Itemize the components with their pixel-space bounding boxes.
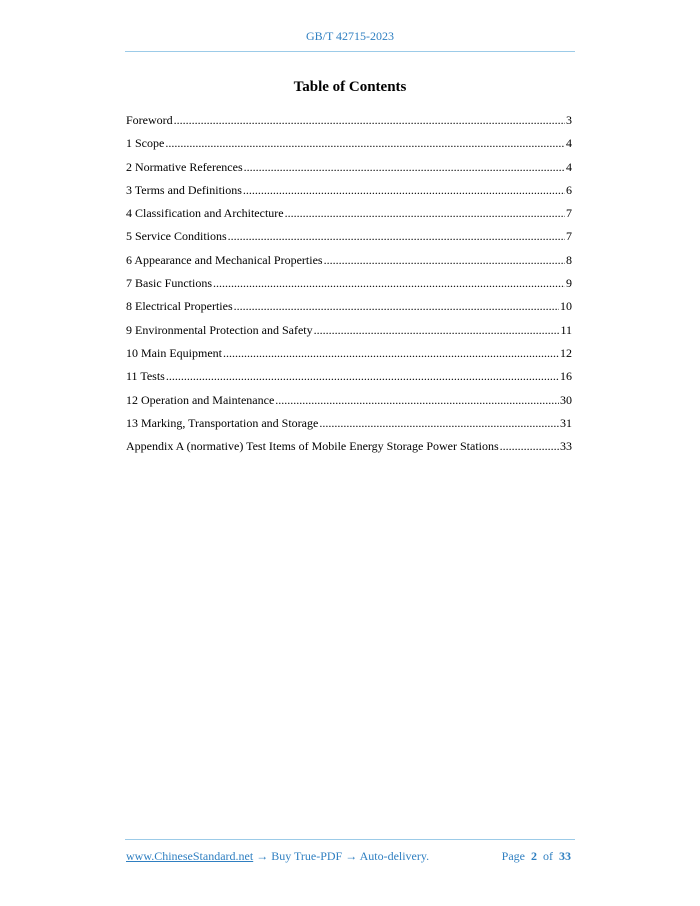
toc-entry-appendix-a[interactable]	[126, 439, 572, 462]
document-code-header: GB/T 42715-2023	[305, 29, 395, 43]
toc-entry-label: 13 Marking, Transportation and Storage	[126, 415, 319, 430]
toc-entry-label: 10 Main Equipment	[126, 345, 222, 360]
toc-entry-tests[interactable]	[126, 369, 572, 392]
toc-entry-label: 8 Electrical Properties	[126, 299, 233, 314]
toc-entry-page: 30	[560, 392, 572, 407]
toc-entry-page: 6	[566, 182, 572, 197]
dot-leader	[319, 416, 559, 430]
dot-leader	[324, 253, 565, 267]
toc-entry-page: 10	[560, 299, 572, 314]
toc-entry-page: 11	[560, 322, 572, 337]
toc-entry-classification-and-architecture[interactable]	[126, 206, 572, 229]
footer-divider	[125, 839, 575, 840]
toc-entry-foreword[interactable]	[126, 113, 572, 136]
toc-entry-page: 16	[560, 369, 572, 384]
page-indicator	[502, 849, 571, 864]
dot-leader	[174, 113, 565, 127]
header-divider	[125, 51, 575, 52]
dot-leader	[314, 323, 560, 337]
toc-entry-basic-functions[interactable]	[126, 276, 572, 299]
table-of-contents	[126, 113, 572, 462]
dot-leader	[228, 229, 565, 243]
toc-entry-service-conditions[interactable]	[126, 229, 572, 252]
toc-entry-label: 9 Environmental Protection and Safety	[126, 322, 313, 337]
toc-entry-label: 7 Basic Functions	[126, 276, 212, 291]
toc-entry-label: 5 Service Conditions	[126, 229, 227, 244]
page-word: Page	[501, 849, 525, 863]
toc-entry-marking-transportation-and-storage[interactable]	[126, 416, 572, 439]
dot-leader	[213, 276, 565, 290]
toc-entry-page: 8	[566, 252, 572, 267]
site-link[interactable]: www.ChineseStandard.net	[126, 849, 254, 863]
toc-entry-page: 7	[566, 229, 572, 244]
toc-entry-label: 2 Normative References	[126, 159, 243, 174]
toc-entry-label: 4 Classification and Architecture	[126, 206, 284, 221]
toc-entry-page: 3	[566, 113, 572, 127]
toc-entry-label: Foreword	[126, 113, 173, 127]
toc-entry-main-equipment[interactable]	[126, 346, 572, 369]
toc-entry-label: 12 Operation and Maintenance	[126, 392, 275, 407]
toc-entry-label: Appendix A (normative) Test Items of Mobile Energy Storage Power Stations	[126, 439, 499, 454]
toc-entry-page: 12	[560, 345, 572, 360]
dot-leader	[234, 299, 559, 313]
of-word: of	[543, 849, 553, 863]
toc-entry-page: 7	[566, 206, 572, 221]
dot-leader	[500, 439, 559, 453]
total-pages-number: 33	[559, 849, 571, 863]
footer-promo	[126, 849, 429, 864]
dot-leader	[285, 206, 565, 220]
toc-entry-scope[interactable]	[126, 136, 572, 159]
dot-leader	[243, 183, 565, 197]
current-page-number: 2	[531, 849, 537, 863]
toc-entry-page: 33	[560, 439, 572, 454]
promo-text: → Buy True-PDF → Auto-delivery.	[253, 849, 430, 863]
toc-entry-label: 3 Terms and Definitions	[126, 182, 242, 197]
toc-entry-appearance-and-mechanical-properties[interactable]	[126, 253, 572, 276]
dot-leader	[165, 136, 565, 150]
toc-entry-label: 11 Tests	[126, 369, 165, 384]
dot-leader	[166, 369, 559, 383]
toc-entry-page: 4	[566, 136, 572, 151]
toc-entry-terms-and-definitions[interactable]	[126, 183, 572, 206]
dot-leader	[223, 346, 559, 360]
toc-entry-page: 31	[560, 415, 572, 430]
toc-entry-operation-and-maintenance[interactable]	[126, 393, 572, 416]
dot-leader	[244, 160, 565, 174]
toc-entry-label: 1 Scope	[126, 136, 165, 151]
toc-title: Table of Contents	[293, 79, 407, 95]
toc-entry-environmental-protection-and-safety[interactable]	[126, 323, 572, 346]
toc-entry-electrical-properties[interactable]	[126, 299, 572, 322]
toc-entry-page: 9	[566, 276, 572, 291]
toc-entry-label: 6 Appearance and Mechanical Properties	[126, 252, 323, 267]
toc-entry-page: 4	[566, 159, 572, 174]
toc-entry-normative-references[interactable]	[126, 160, 572, 183]
dot-leader	[275, 393, 559, 407]
